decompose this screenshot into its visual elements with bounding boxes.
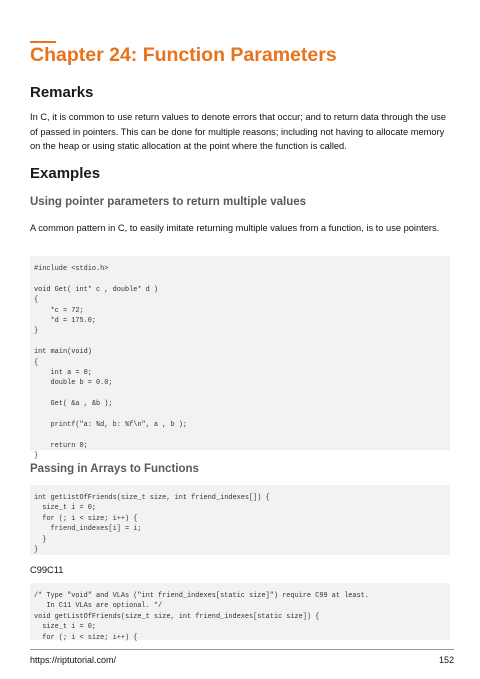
code-line: return 0; [34, 441, 88, 450]
code-line: size_t i = 0; [34, 504, 97, 513]
footer-page-number: 152 [438, 655, 454, 665]
code-line [34, 337, 450, 347]
examples-heading: Examples [30, 165, 101, 182]
code-block-pointer-params [30, 256, 450, 461]
code-line: } [34, 535, 47, 544]
code-line: size_t i = 0; [34, 623, 97, 632]
code-block-arrays [30, 485, 450, 555]
section-arrays-heading: Passing in Arrays to Functions [30, 463, 199, 475]
code-line [34, 430, 450, 440]
code-line: #include <stdio.h> [34, 265, 109, 273]
code-line: *d = 175.0; [34, 316, 97, 325]
code-line: double b = 0.0; [34, 379, 113, 388]
code-line: } [34, 545, 39, 554]
code-line: void getListOfFriends(size_t size, int friend_indexes[static size]) { [34, 612, 320, 621]
footer-divider [30, 649, 454, 650]
remarks-text: In C, it is common to use return values to denote errors that occur; and to return data through the use of passed in pointers. This can be done for multiple reasons; including not having to allocate memory on the heap or using static allocation at the point where the function is called. [30, 112, 447, 151]
code-line: /* Type "void" and VLAs ("int friend_indexes[static size]") require C99 at least. [34, 592, 369, 600]
code-line: int a = 0; [34, 368, 92, 377]
code-line: } [34, 327, 39, 336]
code-line: printf("a: %d, b: %f\n", a , b ); [34, 420, 187, 429]
code-block-arrays-c99 [30, 583, 450, 640]
code-line: { [34, 296, 39, 305]
footer-url-link[interactable]: https://riptutorial.com/ [30, 655, 117, 665]
code-line: } [34, 452, 39, 461]
code-line: In C11 VLAs are optional. */ [34, 602, 163, 611]
code-line: int main(void) [34, 348, 92, 357]
code-line: int getListOfFriends(size_t size, int friend_indexes[]) { [34, 494, 270, 502]
code-line: void Get( int* c , double* d ) [34, 285, 159, 294]
code-line: for (; i < size; i++) { [34, 633, 138, 642]
code-line: { [34, 358, 39, 367]
c-version-label: C99C11 [30, 565, 64, 575]
code-line [34, 274, 450, 284]
remarks-heading: Remarks [30, 84, 94, 101]
code-line: friend_indexes[i] = i; [34, 525, 142, 534]
code-line [34, 389, 450, 399]
code-line [34, 409, 450, 419]
chapter-accent-bar [30, 41, 56, 43]
code-line: *c = 72; [34, 306, 84, 315]
code-line: for (; i < size; i++) { [34, 514, 138, 523]
code-line: Get( &a , &b ); [34, 400, 113, 409]
section-pointer-params-heading: Using pointer parameters to return multiple values [30, 196, 307, 208]
section-pointer-params-text: A common pattern in C, to easily imitate returning multiple values from a function, is to use pointers. [30, 223, 440, 233]
chapter-title: Chapter 24: Function Parameters [30, 44, 337, 66]
